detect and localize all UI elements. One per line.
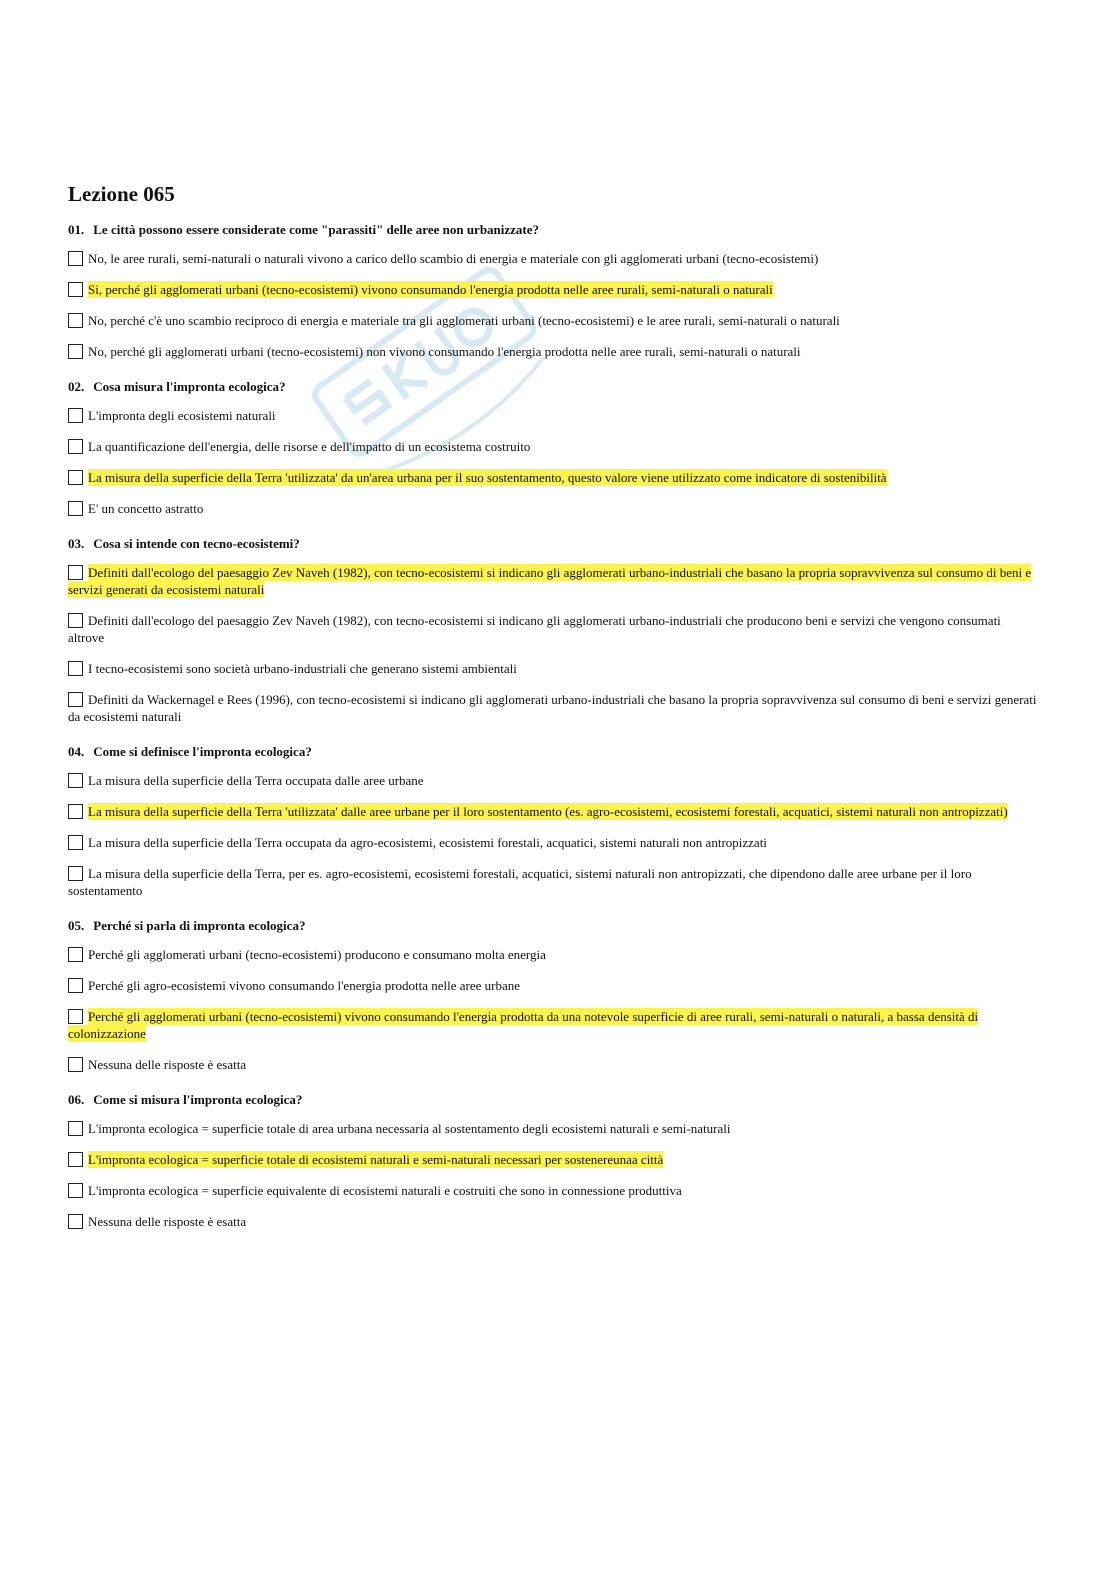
answer-option <box>68 343 1040 360</box>
answer-text: La misura della superficie della Terra, per es. agro-ecosistemi, ecosistemi forestali, acquatici, sistemi naturali non antropizzati, che dipendono dalle aree urbane per il loro sostentamento <box>68 866 972 898</box>
lesson-title: Lezione 065 <box>68 182 175 206</box>
question-block <box>68 917 1040 1073</box>
checkbox[interactable] <box>68 408 83 423</box>
answer-text: L'impronta degli ecosistemi naturali <box>88 408 276 423</box>
answer-option <box>68 312 1040 329</box>
answer-text: L'impronta ecologica = superficie totale di area urbana necessaria al sostentamento degli ecosistemi naturali e semi-naturali <box>88 1121 731 1136</box>
answer-text: Perché gli agro-ecosistemi vivono consumando l'energia prodotta nelle aree urbane <box>88 978 521 993</box>
answer-text: L'impronta ecologica = superficie equivalente di ecosistemi naturali e costruiti che sono in connessione produttiva <box>88 1183 682 1198</box>
question-block <box>68 378 1040 517</box>
answer-option-correct <box>68 1008 1040 1042</box>
answer-option <box>68 1120 1040 1137</box>
question-number: 04. <box>68 744 85 759</box>
checkbox[interactable] <box>68 613 83 628</box>
answer-option <box>68 500 1040 517</box>
question-list <box>68 221 1040 1230</box>
answer-text: Perché gli agglomerati urbani (tecno-ecosistemi) producono e consumano molta energia <box>88 947 546 962</box>
question-text: Cosa si intende con tecno-ecosistemi? <box>93 536 300 551</box>
answer-text: La misura della superficie della Terra 'utilizzata' da un'area urbana per il suo sostentamento, questo valore viene utilizzato come indicatore di sostenibilità <box>88 470 887 485</box>
checkbox[interactable] <box>68 978 83 993</box>
answer-text: Definiti dall'ecologo del paesaggio Zev Naveh (1982), con tecno-ecosistemi si indicano gli agglomerati urbano-industriali che basano la propria sopravvivenza sul consumo di beni e servizi generati da ecosistemi naturali <box>68 565 1032 597</box>
question-block <box>68 743 1040 899</box>
checkbox[interactable] <box>68 282 83 297</box>
answer-option <box>68 691 1040 725</box>
checkbox[interactable] <box>68 1152 83 1167</box>
question-number: 03. <box>68 536 85 551</box>
checkbox[interactable] <box>68 313 83 328</box>
checkbox[interactable] <box>68 1009 83 1024</box>
answer-option <box>68 865 1040 899</box>
question-number: 06. <box>68 1092 85 1107</box>
answer-option-correct <box>68 469 1040 486</box>
answer-text: I tecno-ecosistemi sono società urbano-industriali che generano sistemi ambientali <box>88 661 517 676</box>
checkbox[interactable] <box>68 501 83 516</box>
question-block <box>68 221 1040 360</box>
answer-option <box>68 612 1040 646</box>
question-text: Come si definisce l'impronta ecologica? <box>93 744 312 759</box>
answer-text: La misura della superficie della Terra 'utilizzata' dalle aree urbane per il loro sostentamento (es. agro-ecosistemi, ecosistemi forestali, acquatici, sistemi naturali non antropizzati) <box>88 804 1008 819</box>
answer-text: No, perché gli agglomerati urbani (tecno-ecosistemi) non vivono consumando l'energia prodotta nelle aree rurali, semi-naturali o naturali <box>88 344 801 359</box>
answer-option <box>68 1182 1040 1199</box>
question-text: Cosa misura l'impronta ecologica? <box>93 379 286 394</box>
question-heading <box>68 378 1040 396</box>
checkbox[interactable] <box>68 470 83 485</box>
answer-option <box>68 438 1040 455</box>
question-text: Perché si parla di impronta ecologica? <box>93 918 306 933</box>
answer-option <box>68 250 1040 267</box>
answer-option <box>68 772 1040 789</box>
answer-option <box>68 977 1040 994</box>
checkbox[interactable] <box>68 1214 83 1229</box>
answer-text: No, le aree rurali, semi-naturali o naturali vivono a carico dello scambio di energia e materiale con gli agglomerati urbani (tecno-ecosistemi) <box>88 251 819 266</box>
answer-text: E' un concetto astratto <box>88 501 204 516</box>
question-heading <box>68 1091 1040 1109</box>
checkbox[interactable] <box>68 835 83 850</box>
answer-text: Perché gli agglomerati urbani (tecno-ecosistemi) vivono consumando l'energia prodotta da una notevole superficie di aree rurali, semi-naturali o naturali, a bassa densità di colonizzazione <box>68 1009 979 1041</box>
answer-option <box>68 1213 1040 1230</box>
answer-text: No, perché c'è uno scambio reciproco di energia e materiale tra gli agglomerati urbani (tecno-ecosistemi) e le aree rurali, semi-naturali o naturali <box>88 313 840 328</box>
checkbox[interactable] <box>68 866 83 881</box>
answer-text: La quantificazione dell'energia, delle risorse e dell'impatto di un ecosistema costruito <box>88 439 531 454</box>
answer-text: L'impronta ecologica = superficie totale di ecosistemi naturali e semi-naturali necessari per sostenereunaa città <box>88 1152 664 1167</box>
answer-text: La misura della superficie della Terra occupata dalle aree urbane <box>88 773 424 788</box>
checkbox[interactable] <box>68 661 83 676</box>
answer-text: Si, perché gli agglomerati urbani (tecno-ecosistemi) vivono consumando l'energia prodotta nelle aree rurali, semi-naturali o naturali <box>88 282 773 297</box>
answer-option <box>68 834 1040 851</box>
answer-text: Nessuna delle risposte è esatta <box>88 1214 247 1229</box>
question-text: Come si misura l'impronta ecologica? <box>93 1092 303 1107</box>
answer-text: Definiti da Wackernagel e Rees (1996), con tecno-ecosistemi si indicano gli agglomerati urbano-industriali che basano la propria sopravvivenza sul consumo di beni e servizi generati da ecosistemi naturali <box>68 692 1037 724</box>
question-heading <box>68 535 1040 553</box>
question-block <box>68 1091 1040 1230</box>
answer-option <box>68 660 1040 677</box>
answer-text: Definiti dall'ecologo del paesaggio Zev Naveh (1982), con tecno-ecosistemi si indicano gli agglomerati urbano-industriali che producono beni e servizi che vengono consumati altrove <box>68 613 1001 645</box>
checkbox[interactable] <box>68 1183 83 1198</box>
question-number: 05. <box>68 918 85 933</box>
question-block <box>68 535 1040 725</box>
answer-option-correct <box>68 803 1040 820</box>
question-heading <box>68 743 1040 761</box>
answer-option <box>68 1056 1040 1073</box>
question-text: Le città possono essere considerate come "parassiti" delle aree non urbanizzate? <box>93 222 540 237</box>
answer-option <box>68 407 1040 424</box>
checkbox[interactable] <box>68 565 83 580</box>
document-page <box>68 180 1040 1248</box>
question-number: 02. <box>68 379 85 394</box>
checkbox[interactable] <box>68 1057 83 1072</box>
checkbox[interactable] <box>68 1121 83 1136</box>
answer-option-correct <box>68 564 1040 598</box>
checkbox[interactable] <box>68 251 83 266</box>
checkbox[interactable] <box>68 439 83 454</box>
checkbox[interactable] <box>68 773 83 788</box>
answer-option-correct <box>68 281 1040 298</box>
checkbox[interactable] <box>68 947 83 962</box>
question-number: 01. <box>68 222 85 237</box>
answer-option <box>68 946 1040 963</box>
question-heading <box>68 917 1040 935</box>
question-heading <box>68 221 1040 239</box>
answer-text: La misura della superficie della Terra occupata da agro-ecosistemi, ecosistemi forestali, acquatici, sistemi naturali non antropizzati <box>88 835 767 850</box>
checkbox[interactable] <box>68 692 83 707</box>
answer-text: Nessuna delle risposte è esatta <box>88 1057 247 1072</box>
checkbox[interactable] <box>68 804 83 819</box>
checkbox[interactable] <box>68 344 83 359</box>
answer-option-correct <box>68 1151 1040 1168</box>
